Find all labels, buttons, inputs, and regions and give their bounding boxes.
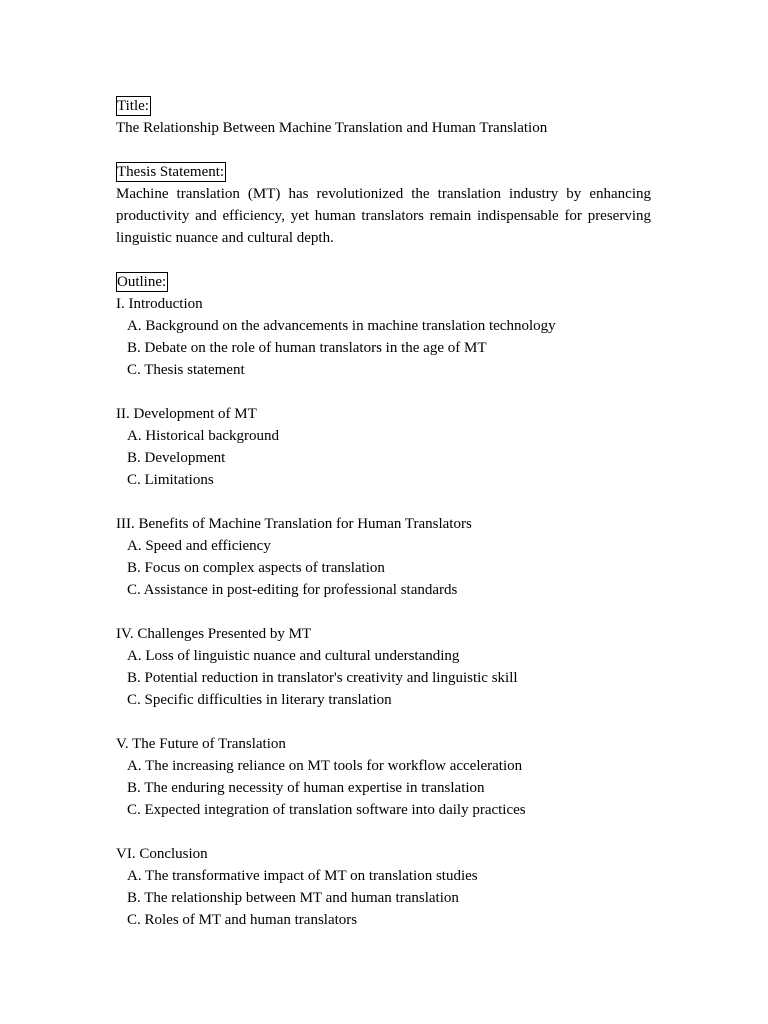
section-item: B. Focus on complex aspects of translation <box>127 560 385 576</box>
section-item: B. The enduring necessity of human expertise in translation <box>127 780 485 796</box>
section-item: A. The increasing reliance on MT tools for workflow acceleration <box>127 758 523 774</box>
section-item: C. Assistance in post-editing for professional standards <box>127 582 458 598</box>
section-item: B. The relationship between MT and human translation <box>127 890 459 906</box>
title-label-line <box>116 95 651 117</box>
spacer <box>116 821 651 843</box>
section-item: A. Background on the advancements in machine translation technology <box>127 318 556 334</box>
section-item: C. Limitations <box>127 472 214 488</box>
section-heading: III. Benefits of Machine Translation for Human Translators <box>116 516 472 532</box>
spacer <box>116 711 651 733</box>
section-heading: VI. Conclusion <box>116 846 208 862</box>
spacer <box>116 139 651 161</box>
outline-section-3 <box>116 513 651 601</box>
outline-section-2 <box>116 403 651 491</box>
section-item: A. Loss of linguistic nuance and cultural understanding <box>127 648 460 664</box>
spacer <box>116 601 651 623</box>
outline-section-6 <box>116 843 651 931</box>
thesis-label-line <box>116 161 651 183</box>
outline-section-4 <box>116 623 651 711</box>
thesis-statement: Machine translation (MT) has revolutionized the translation industry by enhancing productivity and efficiency, yet human translators remain indispensable for preserving linguistic nuance and cultural depth. <box>116 186 651 246</box>
section-item: A. Speed and efficiency <box>127 538 271 554</box>
section-item: C. Specific difficulties in literary translation <box>127 692 392 708</box>
section-item: A. The transformative impact of MT on translation studies <box>127 868 478 884</box>
section-item: C. Expected integration of translation software into daily practices <box>127 802 526 818</box>
section-heading: II. Development of MT <box>116 406 257 422</box>
section-item: B. Potential reduction in translator's creativity and linguistic skill <box>127 670 518 686</box>
title-label: Title: <box>117 98 149 114</box>
section-heading: V. The Future of Translation <box>116 736 286 752</box>
section-item: A. Historical background <box>127 428 280 444</box>
outline-section-1 <box>116 293 651 381</box>
section-heading: I. Introduction <box>116 296 203 312</box>
document-page <box>116 95 651 931</box>
thesis-label: Thesis Statement: <box>117 164 225 180</box>
outline-label: Outline: <box>117 274 167 290</box>
section-item: B. Debate on the role of human translators in the age of MT <box>127 340 487 356</box>
spacer <box>116 249 651 271</box>
outline-label-line <box>116 271 651 293</box>
spacer <box>116 381 651 403</box>
section-item: B. Development <box>127 450 226 466</box>
section-heading: IV. Challenges Presented by MT <box>116 626 312 642</box>
section-item: C. Thesis statement <box>127 362 245 378</box>
spacer <box>116 491 651 513</box>
outline-section-5 <box>116 733 651 821</box>
document-title: The Relationship Between Machine Translation and Human Translation <box>116 120 548 136</box>
section-item: C. Roles of MT and human translators <box>127 912 358 928</box>
